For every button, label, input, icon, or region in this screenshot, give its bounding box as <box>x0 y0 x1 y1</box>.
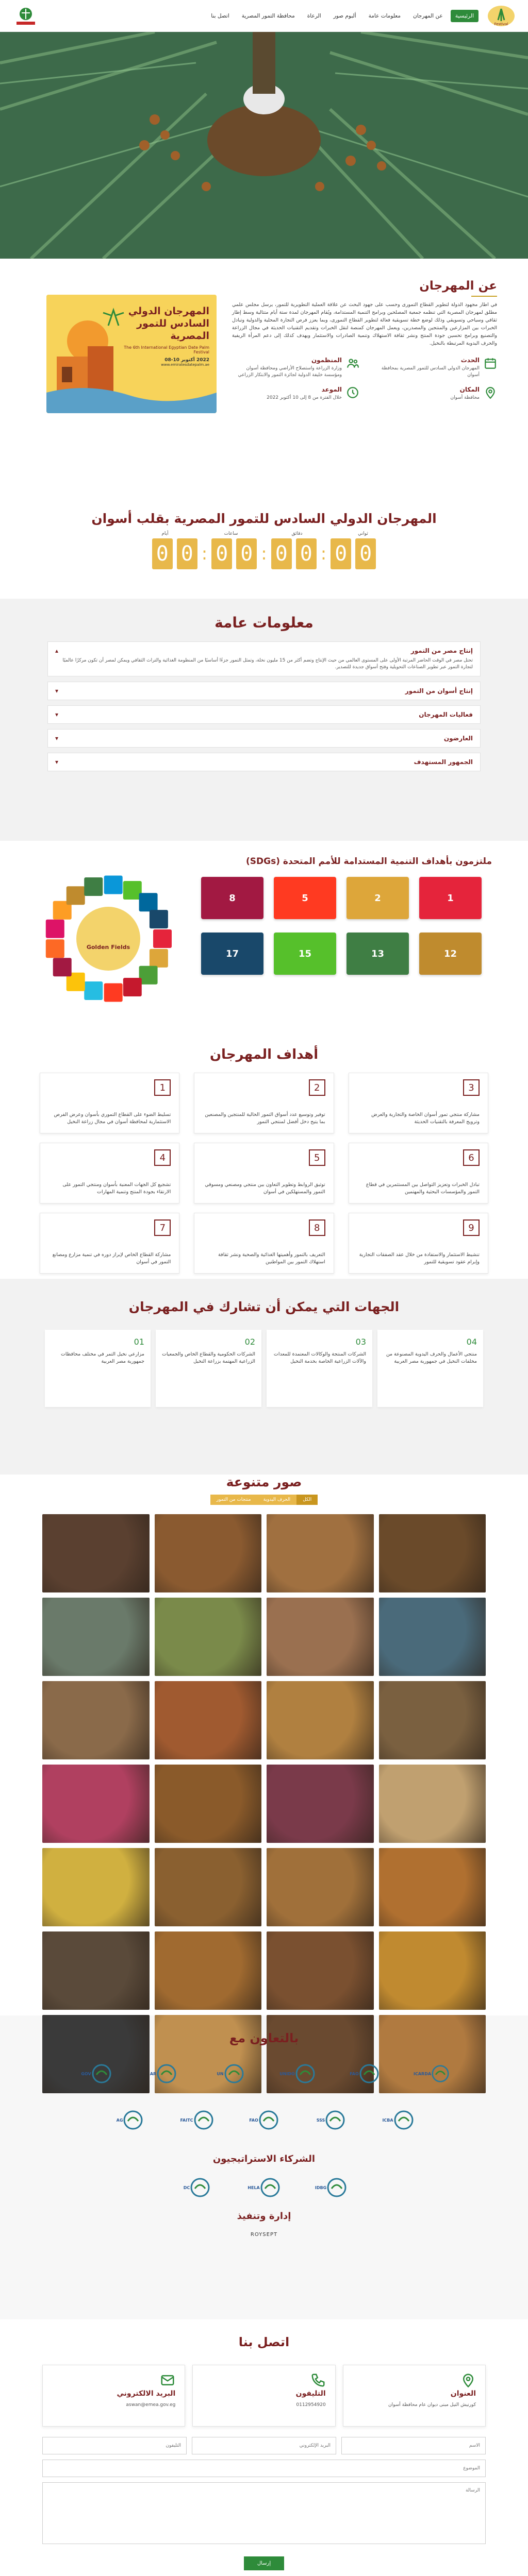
partner-name: FAO <box>249 2117 258 2123</box>
party-text: الشركات المنتجة والوكالات المعتمدة للمعدات والآلات الزراعية الخاصة بخدمة النخيل <box>273 1351 366 1364</box>
sdg-wheel-tile <box>139 966 158 985</box>
goal-card <box>349 1213 488 1274</box>
gallery-image[interactable] <box>42 1765 150 1843</box>
header <box>0 0 528 32</box>
svg-text:Festival: Festival <box>494 22 508 26</box>
accordion-body: تحتل مصر في الوقت الحاضر المرتبة الأولى على المستوى العالمي من حيث الإنتاج وتضم أكثر من 15 مليون نخلة، وتمثل التمور جزءًا أساسيًا من المنظومة الغذائية والتراث الثقافي ويمكن لمصر أن تكون مركزًا عالميًا لتجارة التمور عبر تطوير الصناعات التحويلية وفتح أسواق جديدة للتصدير. <box>62 658 473 670</box>
digit: 0 <box>331 538 351 569</box>
accordion-item-aswan[interactable] <box>47 682 481 700</box>
poster-site: www.emiratesdatepalm.ae <box>161 363 209 367</box>
sdg-title: ملتزمون بأهداف التنمية المستدامة للأمم المتحدة (SDGs) <box>246 856 492 867</box>
sdg-wheel-tile <box>84 981 103 1000</box>
org-emblem-icon <box>190 2177 210 2198</box>
contact-phone <box>192 2365 335 2427</box>
goal-number: 9 <box>463 1219 480 1236</box>
location-icon <box>484 386 497 399</box>
partner-name: UNIDO <box>279 2071 295 2076</box>
parties-section <box>0 1279 528 1475</box>
gallery-image[interactable] <box>42 1931 150 2010</box>
sdg-card <box>346 877 409 919</box>
goal-card <box>349 1143 488 1204</box>
gallery-image[interactable] <box>267 1514 374 1592</box>
info-event-title: الحدث <box>460 357 480 364</box>
org-emblem-icon <box>91 2063 112 2084</box>
partner-logo[interactable] <box>11 3 40 29</box>
management-title: إدارة وتنفيذ <box>237 2211 291 2222</box>
gallery-image[interactable] <box>379 1848 486 1926</box>
users-icon <box>346 357 359 370</box>
org-emblem-icon <box>156 2063 177 2084</box>
org-emblem-icon <box>325 2110 345 2130</box>
goal-number: 8 <box>309 1219 325 1236</box>
partner-logo[interactable] <box>346 2061 383 2087</box>
label-seconds: ثواني <box>358 531 368 536</box>
info-event <box>370 357 497 379</box>
partner-name: IDBG <box>315 2185 327 2190</box>
org-emblem-icon <box>359 2063 380 2084</box>
gallery-image[interactable] <box>267 1931 374 2010</box>
tab-crafts[interactable]: الحرف اليدوية <box>257 1495 297 1505</box>
info-date-text: خلال الفترة من 8 إلى 10 أكتوبر 2022 <box>267 395 342 400</box>
info-place <box>370 386 497 401</box>
digit: 0 <box>236 538 257 569</box>
goal-card <box>194 1213 334 1274</box>
festival-poster <box>46 295 217 413</box>
partner-name: ICBA <box>382 2117 393 2123</box>
party-text: مزارعي نخيل التمر في مختلف محافظات جمهورية مصر العربية <box>60 1351 144 1364</box>
contact-email-title: البريد الالكتروني <box>117 2389 176 2398</box>
poster-date: 2022 أكتوبر 10-08 <box>164 358 209 363</box>
nav-contact[interactable]: اتصل بنا <box>211 12 229 19</box>
phone-input[interactable] <box>42 2437 187 2454</box>
sdg-number: 15 <box>298 948 312 959</box>
poster-title-en: The 6th International Egyptian Date Palm Festival <box>124 345 209 354</box>
partner-logo[interactable] <box>246 2175 282 2200</box>
coop-title: بالتعاون مع <box>229 2031 299 2045</box>
org-emblem-icon <box>260 2177 280 2198</box>
chevron-down-icon: ▾ <box>55 687 59 694</box>
partner-logo[interactable] <box>179 2175 215 2200</box>
digit: 0 <box>152 538 173 569</box>
contact-address <box>343 2365 486 2427</box>
poster-title-ar: المهرجان الدولي السادس للتمور المصرية <box>128 306 209 342</box>
chevron-down-icon: ▾ <box>55 735 59 742</box>
sdg-card <box>201 877 263 919</box>
gallery-image[interactable] <box>155 1848 262 1926</box>
partner-name: AG <box>116 2117 123 2123</box>
gallery-section <box>0 1475 528 2015</box>
accordion-title: إنتاج أسوان من التمور <box>405 687 473 694</box>
goal-number: 1 <box>154 1079 171 1096</box>
gallery-image[interactable] <box>379 1514 486 1592</box>
contact-title: اتصل بنا <box>238 2335 290 2349</box>
gallery-title: صور متنوعة <box>226 1475 302 1489</box>
sdg-wheel <box>36 867 180 1011</box>
goal-number: 2 <box>309 1079 325 1096</box>
info-date-title: الموعد <box>321 386 342 393</box>
gallery-image[interactable] <box>379 1931 486 2010</box>
party-card <box>267 1330 372 1407</box>
goal-card <box>194 1073 334 1133</box>
contact-form <box>42 2437 486 2570</box>
accordion-item-audience[interactable] <box>47 753 481 771</box>
nav-governorate[interactable]: محافظة التمور المصرية <box>241 12 295 19</box>
nav-info[interactable]: معلومات عامة <box>368 12 401 19</box>
partner-name: ICARDA <box>414 2071 432 2076</box>
contact-section <box>0 2319 528 2576</box>
chevron-up-icon: ▴ <box>55 647 59 654</box>
gallery-grid <box>42 1514 486 2093</box>
sdg-wheel-tile <box>104 984 123 1002</box>
gallery-image[interactable] <box>267 1765 374 1843</box>
gallery-image[interactable] <box>155 1514 262 1592</box>
sdg-number: 12 <box>443 948 457 959</box>
goal-text: توفير وتوسيع عدد أسواق التمور الحالية للمنتجين والمصنعين بما يتيح دخل أفضل لمنتجي التمور <box>205 1112 325 1125</box>
coop-logos-row2 <box>0 2107 528 2133</box>
gallery-tabs <box>0 1495 528 1505</box>
location-icon <box>460 2384 476 2389</box>
goal-card <box>349 1073 488 1133</box>
nav-home[interactable]: الرئيسية <box>451 10 478 22</box>
party-card <box>377 1330 483 1407</box>
submit-button[interactable]: إرسال <box>244 2556 284 2570</box>
contact-email <box>42 2365 185 2427</box>
sdg-card <box>346 933 409 975</box>
partner-logo[interactable] <box>78 2061 114 2087</box>
goal-grid <box>40 1073 488 1274</box>
gallery-image[interactable] <box>155 1598 262 1676</box>
about-body: في اطار مجهود الدولة لتطوير القطاع التمورى وحسب على جهود البحث عن علاقة العملية التطويرية للتمور، يرسل مجلس علمي مطلق لمهرجان المصرية التي تنظمه جمعية المصلحين وبرامج التنمية المستدامة، ويُقام المهرجان لمدة ستة أيام متتالية وسط إطار ثقافي وسياحي وتسويقي وذلك لوضع خطة تسويقية فعالة لتطوير القطاع التمورى، وبما يعزز فرص التجارة المحلية والدولية وتبادل الخبرات بين المزارعين والمنتجين والمصدرين، ويعمل المهرجان كمنصة لنقل الخبرات وتقديم التقنيات الحديثة في مجال الزراعة والتصنيع وبرامج تحسين جودة المنتج ونشر ثقافة الاستهلاك وتنمية الصادرات والاستثمار ويهدف كذلك إلى دعم المرأة الريفية والحرف اليدوية المرتبطة بالنخيل. <box>232 302 497 346</box>
general-info-section <box>0 599 528 841</box>
sdg-wheel-tile <box>150 910 168 928</box>
partner-logo[interactable] <box>279 2061 316 2087</box>
info-place-title: المكان <box>459 386 480 393</box>
sdg-wheel-tile <box>123 978 142 996</box>
sdg-wheel-tile <box>84 877 103 896</box>
name-input[interactable] <box>341 2437 486 2454</box>
org-emblem-icon <box>393 2110 414 2130</box>
goal-text: تبادل الخبرات وتعزيز التواصل بين المستثمرين في قطاع التمور والمؤسسات البحثية والمهتمين <box>366 1182 480 1195</box>
tab-products[interactable]: منتجات من التمور <box>210 1495 257 1505</box>
festival-logo[interactable] <box>486 3 517 29</box>
sdg-wheel-tile <box>150 949 168 968</box>
goal-card <box>40 1073 179 1133</box>
mail-icon <box>160 2384 175 2389</box>
partner-logo[interactable] <box>313 2175 349 2200</box>
partner-logo[interactable] <box>179 2107 215 2133</box>
gallery-image[interactable] <box>267 1681 374 1759</box>
sdg-wheel-tile <box>53 958 72 976</box>
sdg-wheel-tile <box>104 875 123 894</box>
partner-name: DC <box>183 2185 190 2190</box>
goals-title: أهداف المهرجان <box>209 1047 319 1062</box>
gallery-image[interactable] <box>42 1848 150 1926</box>
gallery-image[interactable] <box>42 1514 150 1592</box>
accordion-title: العارضون <box>443 735 473 742</box>
clock-icon <box>346 386 359 399</box>
management-logo[interactable]: ROYSEPT <box>250 2232 278 2238</box>
countdown-digits: 0 0 : 0 0 : 0 0 : 0 0 <box>0 538 528 569</box>
label-hours: ساعات <box>224 531 238 536</box>
gallery-image[interactable] <box>155 1931 262 2010</box>
gallery-image[interactable] <box>379 1598 486 1676</box>
phone-icon <box>310 2384 326 2389</box>
sdg-wheel-tile <box>67 886 85 905</box>
info-event-text: المهرجان الدولي السادس للتمور المصرية بمحافظة أسوان <box>381 366 480 378</box>
party-number: 04 <box>466 1337 477 1347</box>
main-nav <box>40 10 486 22</box>
nav-about[interactable]: عن المهرجان <box>413 12 443 19</box>
accordion <box>47 641 481 771</box>
nav-album[interactable]: ألبوم صور <box>333 12 356 19</box>
about-title: عن المهرجان <box>232 279 497 297</box>
accordion-item-events[interactable] <box>47 705 481 724</box>
info-date <box>232 386 359 401</box>
sdg-number: 8 <box>229 892 236 904</box>
partner-name: SSS <box>316 2117 325 2123</box>
partner-logo[interactable] <box>246 2107 282 2133</box>
label-minutes: دقائق <box>291 531 303 536</box>
gallery-image[interactable] <box>379 1681 486 1759</box>
calendar-icon <box>484 357 497 370</box>
email-input[interactable] <box>192 2437 336 2454</box>
digit: 0 <box>177 538 197 569</box>
goal-number: 7 <box>154 1219 171 1236</box>
accordion-title: إنتاج مصر من التمور <box>410 647 473 654</box>
gallery-image[interactable] <box>267 1598 374 1676</box>
gallery-image[interactable] <box>267 1848 374 1926</box>
gallery-image[interactable] <box>155 1765 262 1843</box>
partner-logo[interactable] <box>380 2107 416 2133</box>
org-emblem-icon <box>224 2063 244 2084</box>
partner-logo[interactable] <box>112 2107 148 2133</box>
sdg-number: 17 <box>225 948 239 959</box>
accordion-item-production[interactable] <box>47 641 481 676</box>
party-number: 03 <box>355 1337 366 1347</box>
goal-number: 4 <box>154 1149 171 1166</box>
sdg-wheel-tile <box>123 881 142 900</box>
sdg-card <box>419 877 482 919</box>
info-organizers-title: المنظمون <box>311 357 342 364</box>
partner-name: AR <box>150 2071 157 2076</box>
sdg-number: 1 <box>447 892 454 904</box>
party-text: منتجي الأعمال والحرف اليدوية المصنوعة من مخلفات النخيل في جمهورية مصر العربية <box>386 1351 477 1364</box>
goal-text: توثيق الروابط وتطوير التعاون بين منتجي ومصنعي ومسوقي التمور والمستهلكين في أسوان <box>205 1182 325 1195</box>
countdown-section <box>0 511 528 599</box>
digit: 0 <box>271 538 292 569</box>
gallery-image[interactable] <box>379 1765 486 1843</box>
goal-number: 5 <box>309 1149 325 1166</box>
wheel-label: Golden Fields <box>86 944 130 951</box>
digit: 0 <box>296 538 317 569</box>
org-emblem-icon <box>431 2063 450 2084</box>
sdg-number: 13 <box>371 948 385 959</box>
cooperation-section <box>0 2015 528 2319</box>
message-input[interactable] <box>42 2482 486 2544</box>
partner-name: UN <box>217 2071 224 2076</box>
about-section <box>0 259 528 511</box>
sdg-number: 2 <box>374 892 381 904</box>
goal-number: 6 <box>463 1149 480 1166</box>
coop-logos-row1 <box>0 2061 528 2087</box>
tab-all[interactable]: الكل <box>296 1495 318 1505</box>
info-organizers <box>232 357 359 379</box>
goal-text: مشاركة منتجي تمور أسوان الخاصة والتجارية والعرض وترويج المعرفة بالتقنيات الحديثة <box>371 1112 480 1125</box>
goal-card <box>40 1143 179 1204</box>
sdg-card <box>274 933 336 975</box>
sdg-grid <box>191 877 492 975</box>
nav-sponsors[interactable]: الرعاة <box>307 12 321 19</box>
label-days: أيام <box>161 531 169 536</box>
partners-title: الشركاء الاستراتيجيون <box>212 2154 316 2164</box>
goal-text: تسليط الضوء على القطاع التموري بأسوان وعرض الفرص الاستثمارية لمحافظة أسوان في مجال زراعة النخيل <box>54 1112 171 1125</box>
org-emblem-icon <box>326 2177 347 2198</box>
gallery-image[interactable] <box>42 1598 150 1676</box>
contact-address-title: العنوان <box>450 2389 476 2398</box>
partner-name: HELA <box>248 2185 260 2190</box>
hero-image <box>0 32 528 259</box>
goals-section <box>0 1042 528 1279</box>
chevron-down-icon: ▾ <box>55 711 59 718</box>
info-organizers-text: وزارة الزراعة واستصلاح الأراضي ومحافظة أسوان ومؤسسة خليفة الدولية لجائزة التمور والابتكار الزراعي <box>238 366 342 378</box>
digit: 0 <box>355 538 376 569</box>
goal-text: تشجيع كل الجهات المعنية بأسوان ومنتجي التمور على الارتقاء بجودة المنتج وتنمية المهارات <box>62 1182 171 1195</box>
partner-logo[interactable] <box>145 2061 182 2087</box>
chevron-down-icon: ▾ <box>55 758 59 766</box>
party-grid <box>45 1330 483 1407</box>
partner-name: FAITC <box>180 2117 193 2123</box>
partner-logo[interactable] <box>414 2061 450 2087</box>
goal-number: 3 <box>463 1079 480 1096</box>
party-number: 01 <box>134 1337 144 1347</box>
wheel-center <box>76 907 140 971</box>
org-emblem-icon <box>193 2110 214 2130</box>
gallery-image[interactable] <box>42 1681 150 1759</box>
accordion-title: فعاليات المهرجان <box>419 711 473 718</box>
sdg-wheel-tile <box>139 893 158 911</box>
partner-logo[interactable] <box>212 2061 249 2087</box>
accordion-title: الجمهور المستهدف <box>414 758 473 766</box>
subject-input[interactable] <box>42 2460 486 2477</box>
goal-text: مشاركة القطاع الخاص لإبراز دوره في تنمية مزارع ومصانع التمور في أسوان <box>52 1252 171 1265</box>
party-card <box>45 1330 151 1407</box>
sdg-number: 5 <box>302 892 308 904</box>
sdg-card <box>201 933 263 975</box>
contact-phone-title: التليفون <box>295 2389 326 2398</box>
partner-logo[interactable] <box>313 2107 349 2133</box>
parties-title: الجهات التي يمكن أن تشارك في المهرجان <box>128 1299 400 1314</box>
org-emblem-icon <box>295 2063 316 2084</box>
goal-text: التعريف بالتمور وأهميتها الغذائية والصحية ونشر ثقافة استهلاك التمور بين المواطنين <box>218 1252 325 1265</box>
sdg-card <box>419 933 482 975</box>
digit: 0 <box>211 538 232 569</box>
contact-address-text: كورنيش النيل مبنى ديوان عام محافظة أسوان <box>388 2402 476 2408</box>
partner-logos <box>0 2175 528 2200</box>
general-title: معلومات عامة <box>214 614 314 631</box>
gallery-image[interactable] <box>155 1681 262 1759</box>
info-place-text: محافظة أسوان <box>450 395 480 400</box>
party-card <box>156 1330 261 1407</box>
goal-text: تنشيط الاستثمار والاستفادة من خلال عقد الصفقات التجارية وإبرام عقود تسويقية للتمور <box>359 1252 480 1265</box>
party-text: الشركات الحكومية والقطاع الخاص والجمعيات الزراعية المهتمة بزراعة النخيل <box>162 1351 255 1364</box>
org-emblem-icon <box>123 2110 143 2130</box>
org-emblem-icon <box>258 2110 279 2130</box>
sdg-wheel-tile <box>46 920 64 938</box>
partner-name: GOV <box>81 2071 91 2076</box>
contact-phone-text[interactable]: 0112954920 <box>296 2402 326 2408</box>
contact-email-text[interactable]: aswan@emea.gov.eg <box>126 2402 176 2408</box>
partner-name: FAO <box>350 2071 359 2076</box>
party-number: 02 <box>244 1337 255 1347</box>
countdown-title: المهرجان الدولي السادس للتمور المصرية بقلب أسوان <box>91 511 437 526</box>
accordion-item-exhibitors[interactable] <box>47 729 481 748</box>
goal-card <box>194 1143 334 1204</box>
sdg-card <box>274 877 336 919</box>
goal-card <box>40 1213 179 1274</box>
sdg-section <box>0 841 528 1042</box>
